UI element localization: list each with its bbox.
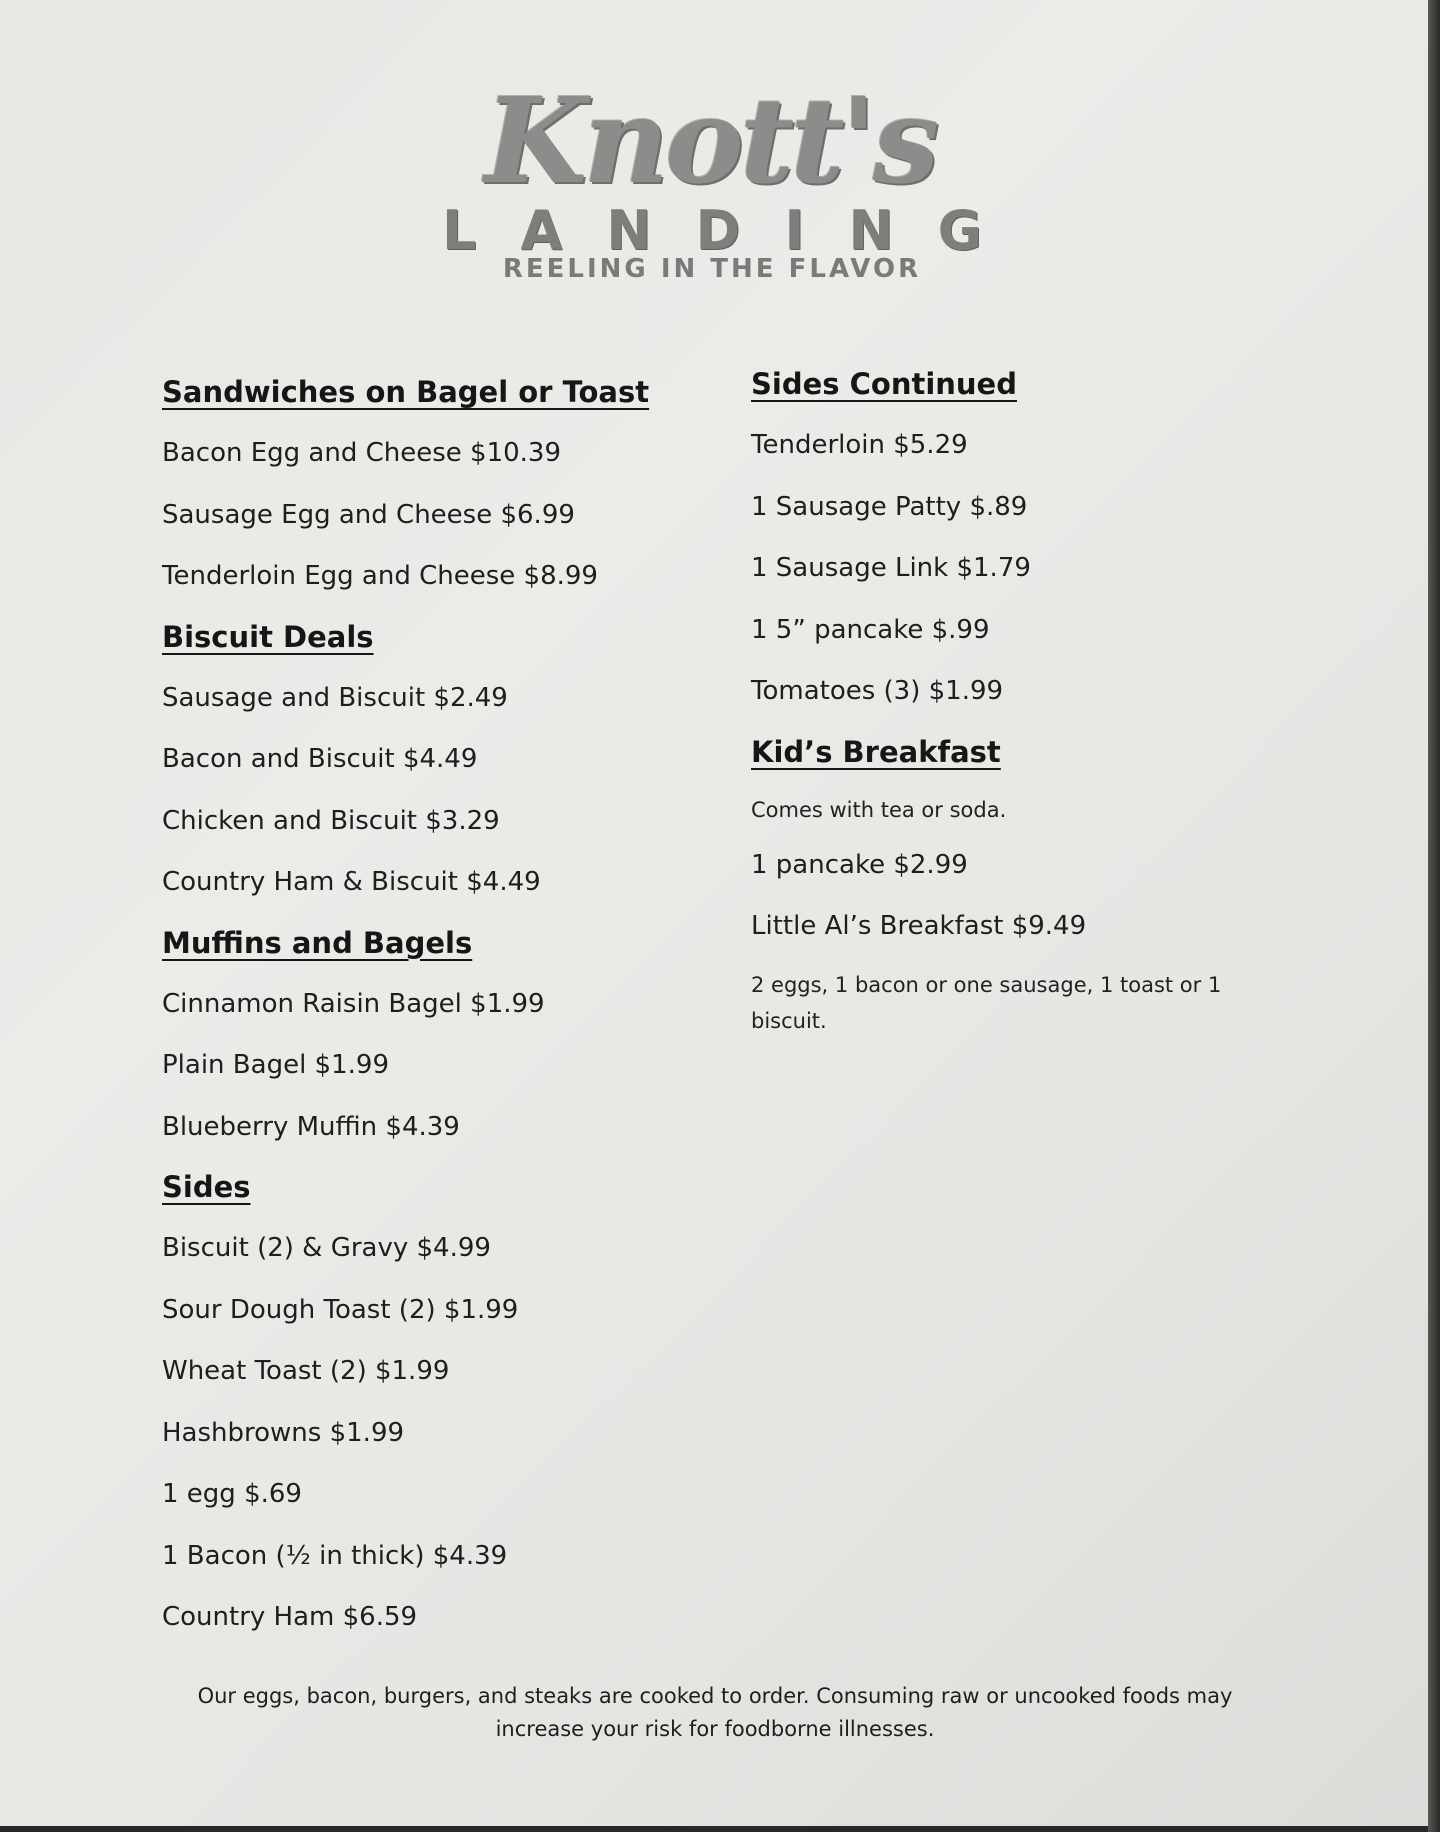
menu-item: Blueberry Muffin $4.39 [162,1111,460,1142]
section-heading: Sides Continued [751,367,1017,401]
logo-tagline: REELING IN THE FLAVOR [502,254,922,284]
menu-item: Sausage Egg and Cheese $6.99 [162,499,575,530]
menu-item: Wheat Toast (2) $1.99 [162,1356,450,1386]
menu-item: 1 Sausage Link $1.79 [751,553,1031,583]
menu-item: Tenderloin $5.29 [751,430,968,460]
section-heading: Biscuit Deals [162,619,374,654]
menu-item: Bacon Egg and Cheese $10.39 [162,438,562,468]
menu-item: Tenderloin Egg and Cheese $8.99 [162,561,598,591]
menu-item: Country Ham & Biscuit $4.49 [162,867,541,897]
menu-item: 1 Sausage Patty $.89 [751,491,1028,522]
menu-item: Sour Dough Toast (2) $1.99 [162,1294,519,1325]
menu-item: 1 pancake $2.99 [751,849,968,880]
section-heading: Muffins and Bagels [162,925,473,960]
menu-column-left [162,372,722,1658]
menu-item: Tomatoes (3) $1.99 [751,676,1004,706]
logo-letter: I [784,199,805,262]
section-biscuit-deals [162,617,722,904]
logo-letter: L [442,199,477,262]
logo-letter: A [520,199,563,262]
menu-item: Hashbrowns $1.99 [162,1417,405,1448]
section-muffins-bagels [162,923,722,1148]
table-background [1428,0,1440,1832]
food-safety-disclaimer: Our eggs, bacon, burgers, and steaks are cooked to order. Consuming raw or uncooked foods may increase your risk for foodborne illnesses. [197,1684,1233,1741]
section-sandwiches [162,372,722,597]
logo-script-text: Knott's [484,71,936,210]
logo-letter: N [848,199,894,262]
section-note: Comes with tea or soda. [751,797,1007,822]
menu-item: 1 egg $.69 [162,1479,302,1509]
menu-item: Biscuit (2) & Gravy $4.99 [162,1233,491,1263]
menu-item: Little Al’s Breakfast $9.49 [751,911,1087,941]
logo-letter: N [606,199,652,262]
logo-landing-text [442,199,982,262]
menu-column-right [751,364,1291,1055]
menu-item: Sausage and Biscuit $2.49 [162,682,508,713]
section-sides-continued [751,364,1291,712]
menu-item: 1 5” pancake $.99 [751,614,990,645]
restaurant-logo [420,71,1000,284]
section-kids-breakfast [751,732,1291,1039]
logo-letter: D [695,199,741,262]
menu-item: Country Ham $6.59 [162,1602,418,1632]
item-description: 2 eggs, 1 bacon or one sausage, 1 toast or 1 biscuit. [751,972,1222,1033]
logo-letter: G [937,199,982,262]
section-heading: Kid’s Breakfast [751,734,1001,769]
section-sides [162,1167,722,1638]
menu-item: Cinnamon Raisin Bagel $1.99 [162,988,545,1019]
menu-item: 1 Bacon (½ in thick) $4.39 [162,1540,508,1571]
section-heading: Sandwiches on Bagel or Toast [162,375,650,409]
menu-item: Plain Bagel $1.99 [162,1050,389,1080]
menu-item: Chicken and Biscuit $3.29 [162,805,500,836]
section-heading: Sides [162,1170,251,1204]
menu-item: Bacon and Biscuit $4.49 [162,744,478,774]
